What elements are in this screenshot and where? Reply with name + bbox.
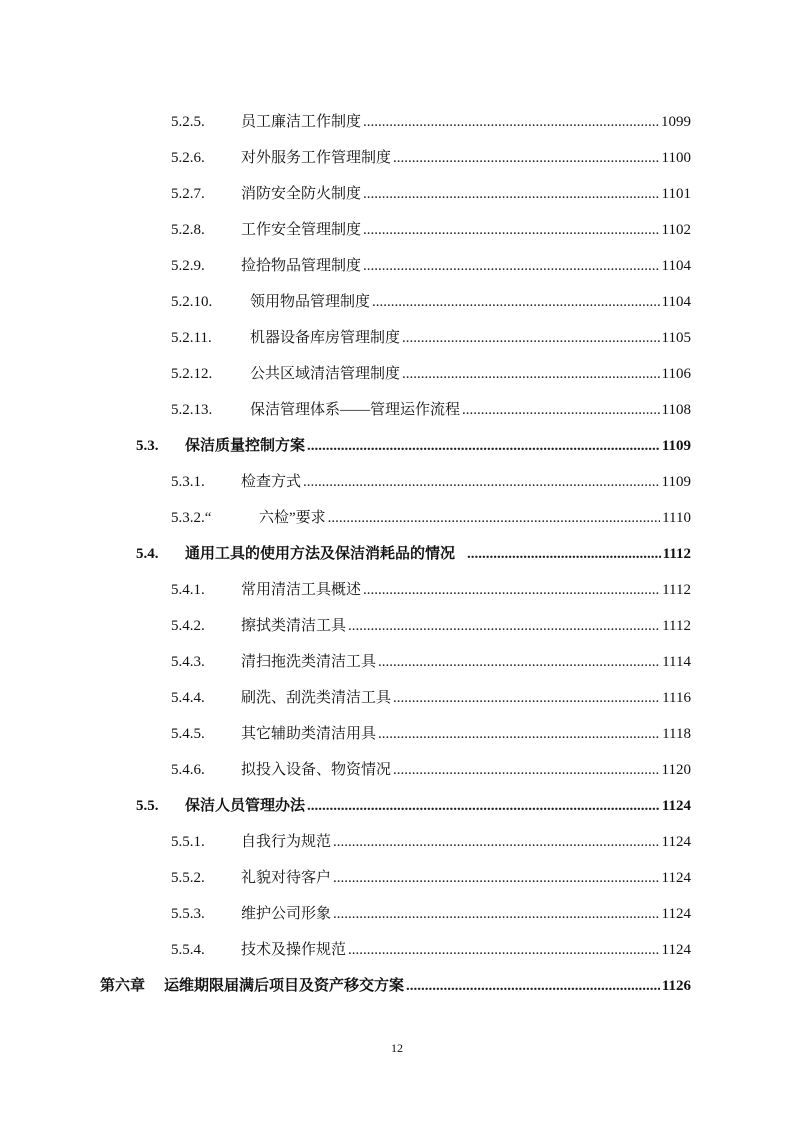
toc-entry[interactable] — [171, 867, 691, 889]
toc-entry-title: 技术及操作规范 — [241, 942, 347, 958]
toc-entry-page: 1124 — [661, 834, 691, 850]
toc-entry-title: 检查方式 — [241, 474, 302, 490]
toc-entry-title: 对外服务工作管理制度 — [241, 150, 392, 166]
toc-entry-title: 保洁人员管理办法 — [185, 798, 306, 814]
toc-chapter-entry[interactable] — [100, 975, 691, 997]
toc-entry-number: 5.2.9. — [171, 258, 205, 274]
dot-leader — [393, 147, 660, 169]
toc-entry-number: 5.3. — [136, 438, 159, 454]
toc-entry-page: 1112 — [662, 618, 691, 634]
toc-entry-title: 拟投入设备、物资情况 — [241, 762, 392, 778]
page-number: 12 — [391, 1041, 403, 1055]
toc-entry[interactable] — [171, 399, 691, 421]
toc-entry-number: 第六章 — [100, 978, 146, 994]
toc-entry-page: 1124 — [661, 798, 691, 814]
dot-leader — [402, 363, 660, 385]
toc-entry[interactable] — [171, 687, 691, 709]
dot-leader — [363, 111, 659, 133]
dot-leader — [363, 219, 660, 241]
toc-entry-title: 擦拭类清洁工具 — [241, 618, 347, 634]
toc-entry-title: 捡拾物品管理制度 — [241, 258, 362, 274]
toc-entry[interactable] — [171, 147, 691, 169]
toc-entry-page: 1124 — [661, 906, 691, 922]
dot-leader — [348, 939, 660, 961]
toc-entry-page: 1102 — [661, 222, 691, 238]
toc-entry-page: 1106 — [661, 366, 691, 382]
toc-section-entry[interactable] — [136, 543, 691, 565]
dot-leader — [333, 831, 660, 853]
toc-entry-number: 5.5. — [136, 798, 159, 814]
toc-entry-page: 1109 — [661, 438, 691, 454]
dot-leader — [462, 399, 660, 421]
toc-entry-number: 5.2.5. — [171, 114, 205, 130]
toc-entry-number: 5.4.6. — [171, 762, 205, 778]
toc-entry-number: 5.4.4. — [171, 690, 205, 706]
toc-entry-page: 1105 — [661, 330, 691, 346]
toc-entry[interactable] — [171, 507, 691, 529]
dot-leader — [378, 651, 660, 673]
toc-entry-number: 5.2.10. — [171, 294, 213, 310]
toc-entry-title: 通用工具的使用方法及保洁消耗品的情况 — [185, 546, 456, 562]
dot-leader — [406, 975, 660, 997]
toc-entry-number: 5.2.6. — [171, 150, 205, 166]
toc-entry-title: 领用物品管理制度 — [250, 294, 371, 310]
dot-leader — [348, 615, 660, 637]
dot-leader — [307, 795, 660, 817]
toc-entry-page: 1124 — [661, 942, 691, 958]
dot-leader — [393, 687, 660, 709]
toc-entry[interactable] — [171, 759, 691, 781]
toc-entry-title: 工作安全管理制度 — [241, 222, 362, 238]
toc-entry-number: 5.4. — [136, 546, 159, 562]
toc-entry-title: 刷洗、刮洗类清洁工具 — [241, 690, 392, 706]
dot-leader — [328, 507, 660, 529]
toc-entry[interactable] — [171, 939, 691, 961]
toc-entry[interactable] — [171, 363, 691, 385]
dot-leader — [372, 291, 660, 313]
toc-entry-number: 5.4.1. — [171, 582, 205, 598]
toc-entry-number: 5.5.1. — [171, 834, 205, 850]
dot-leader — [393, 759, 660, 781]
toc-entry-number: 5.2.7. — [171, 186, 205, 202]
toc-entry-number: 5.2.12. — [171, 366, 213, 382]
dot-leader — [363, 579, 660, 601]
toc-entry[interactable] — [171, 291, 691, 313]
toc-entry-title: 常用清洁工具概述 — [241, 582, 362, 598]
dot-leader — [467, 543, 661, 565]
toc-entry-page: 1124 — [661, 870, 691, 886]
toc-entry-page: 1108 — [661, 402, 691, 418]
toc-entry-title: 公共区域清洁管理制度 — [250, 366, 401, 382]
toc-entry-page: 1112 — [662, 582, 691, 598]
dot-leader — [333, 903, 660, 925]
toc-entry-page: 1116 — [662, 690, 691, 706]
toc-entry-title: 礼貌对待客户 — [241, 870, 332, 886]
toc-entry[interactable] — [171, 111, 691, 133]
toc-entry-title: 其它辅助类清洁用具 — [241, 726, 377, 742]
toc-section-entry[interactable] — [136, 795, 691, 817]
toc-entry-page: 1109 — [661, 474, 691, 490]
toc-entry-page: 1099 — [661, 114, 691, 130]
dot-leader — [307, 435, 660, 457]
toc-entry-number: 5.3.2.“ — [171, 510, 212, 526]
toc-entry-number: 5.4.2. — [171, 618, 205, 634]
dot-leader — [378, 723, 660, 745]
toc-entry-title: 六检”要求 — [259, 510, 326, 526]
toc-entry[interactable] — [171, 255, 691, 277]
dot-leader — [363, 183, 660, 205]
toc-entry[interactable] — [171, 723, 691, 745]
toc-entry-title: 机器设备库房管理制度 — [250, 330, 401, 346]
toc-section-entry[interactable] — [136, 435, 691, 457]
toc-entry-page: 1120 — [661, 762, 691, 778]
toc-entry[interactable] — [171, 579, 691, 601]
toc-entry[interactable] — [171, 219, 691, 241]
toc-entry-page: 1104 — [661, 294, 691, 310]
toc-entry-number: 5.5.2. — [171, 870, 205, 886]
toc-entry-number: 5.3.1. — [171, 474, 205, 490]
toc-entry-page: 1126 — [661, 978, 691, 994]
toc-entry-page: 1104 — [661, 258, 691, 274]
toc-entry-title: 员工廉洁工作制度 — [241, 114, 362, 130]
toc-entry[interactable] — [171, 651, 691, 673]
toc-entry[interactable] — [171, 615, 691, 637]
toc-entry-title: 运维期限届满后项目及资产移交方案 — [164, 978, 405, 994]
toc-entry-title: 保洁质量控制方案 — [185, 438, 306, 454]
toc-entry-page: 1114 — [662, 654, 691, 670]
toc-entry-title: 清扫拖洗类清洁工具 — [241, 654, 377, 670]
dot-leader — [363, 255, 660, 277]
toc-entry-number: 5.5.4. — [171, 942, 205, 958]
toc-entry-number: 5.2.8. — [171, 222, 205, 238]
toc-entry-title: 保洁管理体系——管理运作流程 — [250, 402, 461, 418]
toc-entry-number: 5.4.3. — [171, 654, 205, 670]
dot-leader — [333, 867, 660, 889]
toc-entry-title: 消防安全防火制度 — [241, 186, 362, 202]
toc-entry-page: 1110 — [662, 510, 691, 526]
toc-entry-number: 5.2.13. — [171, 402, 213, 418]
toc-entry[interactable] — [171, 471, 691, 493]
toc-entry-title: 自我行为规范 — [241, 834, 332, 850]
toc-entry-number: 5.2.11. — [171, 330, 212, 346]
toc-entry-page: 1100 — [661, 150, 691, 166]
dot-leader — [303, 471, 660, 493]
toc-entry-number: 5.4.5. — [171, 726, 205, 742]
toc-entry-page: 1118 — [662, 726, 691, 742]
toc-entry[interactable] — [171, 327, 691, 349]
dot-leader — [402, 327, 660, 349]
toc-entry[interactable] — [171, 903, 691, 925]
toc-entry-page: 1101 — [661, 186, 691, 202]
toc-entry-page: 1112 — [662, 546, 691, 562]
toc-entry-number: 5.5.3. — [171, 906, 205, 922]
toc-entry[interactable] — [171, 831, 691, 853]
toc-entry-title: 维护公司形象 — [241, 906, 332, 922]
toc-entry[interactable] — [171, 183, 691, 205]
